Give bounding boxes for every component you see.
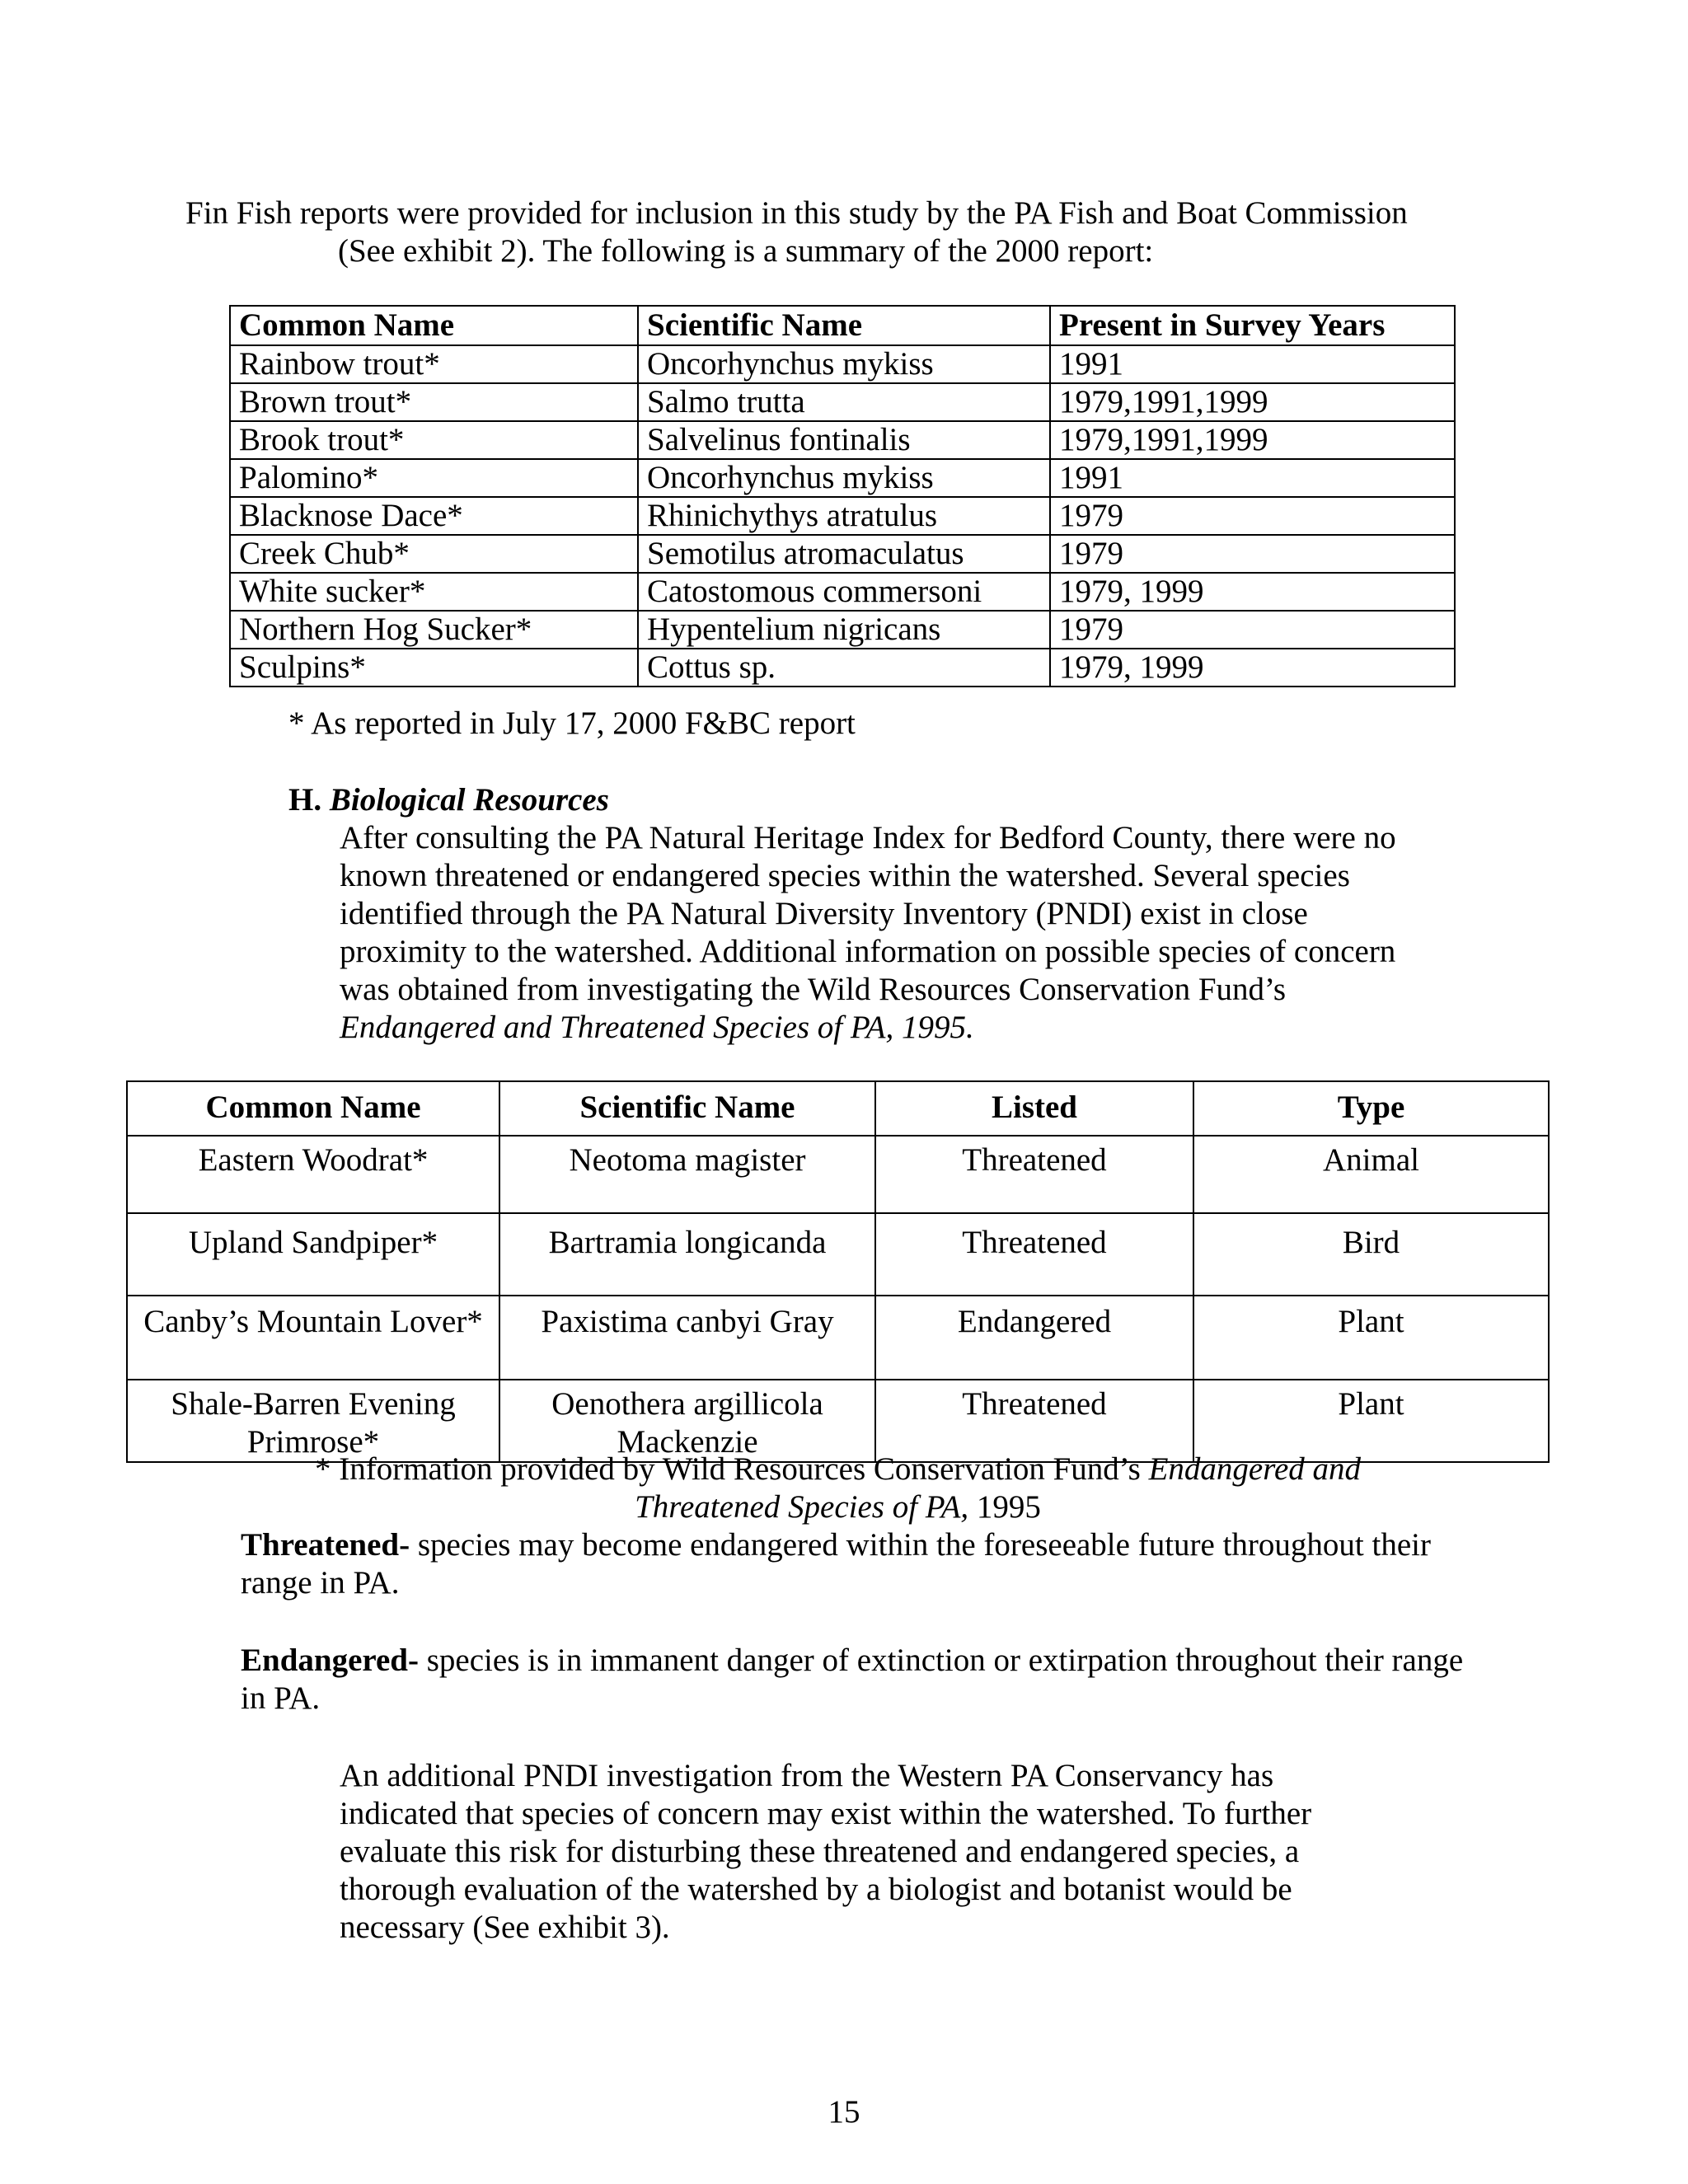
cell-survey-years: 1979 — [1050, 497, 1455, 535]
header-survey-years: Present in Survey Years — [1050, 306, 1455, 345]
cell-listed: Threatened — [875, 1136, 1193, 1213]
cell-type: Bird — [1193, 1213, 1549, 1296]
definition-text: species may become endangered within the foreseeable future throughout their range in PA. — [241, 1527, 1431, 1601]
cell-common-name: Creek Chub* — [230, 535, 638, 573]
cell-survey-years: 1991 — [1050, 459, 1455, 497]
cell-common-name: Palomino* — [230, 459, 638, 497]
cell-common-name: White sucker* — [230, 573, 638, 611]
cell-listed: Threatened — [875, 1380, 1193, 1462]
cell-survey-years: 1979 — [1050, 535, 1455, 573]
section-label: H. — [288, 782, 322, 818]
footnote-italic-2: Threatened Species of PA, — [635, 1489, 969, 1525]
table-row — [230, 611, 1455, 649]
cell-scientific-name: Oenothera argillicola Mackenzie — [499, 1380, 875, 1462]
paragraph-line: thorough evaluation of the watershed by a biologist and botanist would be — [340, 1872, 1292, 1907]
section-heading — [288, 781, 609, 819]
cell-common-name: Upland Sandpiper* — [127, 1213, 499, 1296]
cell-common-name: Canby’s Mountain Lover* — [127, 1296, 499, 1380]
cell-scientific-name: Neotoma magister — [499, 1136, 875, 1213]
footnote-suffix: 1995 — [968, 1489, 1041, 1525]
species-table-footnote — [126, 1451, 1550, 1526]
paragraph-line: necessary (See exhibit 3). — [340, 1910, 670, 1945]
paragraph-line: known threatened or endangered species within the watershed. Several species — [340, 858, 1350, 893]
header-scientific-name: Scientific Name — [499, 1081, 875, 1136]
paragraph-line: evaluate this risk for disturbing these threatened and endangered species, a — [340, 1834, 1300, 1869]
table-row — [230, 421, 1455, 459]
cell-common-name: Eastern Woodrat* — [127, 1136, 499, 1213]
cell-common-name: Brown trout* — [230, 383, 638, 421]
cell-scientific-name: Cottus sp. — [638, 649, 1050, 687]
fin-fish-table — [229, 305, 1456, 687]
cell-scientific-name: Hypentelium nigricans — [638, 611, 1050, 649]
table-row — [230, 383, 1455, 421]
footnote-prefix: * Information provided by Wild Resources Conservation Fund’s — [314, 1451, 1149, 1487]
header-common-name: Common Name — [230, 306, 638, 345]
intro-line-1: Fin Fish reports were provided for inclusion in this study by the PA Fish and Boat Commission — [185, 195, 1408, 231]
cell-scientific-name: Semotilus atromaculatus — [638, 535, 1050, 573]
cell-survey-years: 1979 — [1050, 611, 1455, 649]
cell-survey-years: 1979,1991,1999 — [1050, 383, 1455, 421]
cell-common-name: Sculpins* — [230, 649, 638, 687]
cell-type: Plant — [1193, 1296, 1549, 1380]
cell-common-name: Northern Hog Sucker* — [230, 611, 638, 649]
paragraph-line: identified through the PA Natural Diversity Inventory (PNDI) exist in close — [340, 896, 1308, 931]
cell-survey-years: 1991 — [1050, 345, 1455, 383]
paragraph-line: was obtained from investigating the Wild Resources Conservation Fund’s — [340, 972, 1287, 1007]
table-row — [230, 459, 1455, 497]
paragraph-line: indicated that species of concern may exist within the watershed. To further — [340, 1796, 1312, 1831]
section-title: Biological Resources — [329, 782, 609, 818]
cell-scientific-name: Bartramia longicanda — [499, 1213, 875, 1296]
cell-common-name: Blacknose Dace* — [230, 497, 638, 535]
paragraph-line: An additional PNDI investigation from the Western PA Conservancy has — [340, 1758, 1274, 1793]
cell-scientific-name: Salvelinus fontinalis — [638, 421, 1050, 459]
cell-listed: Threatened — [875, 1213, 1193, 1296]
table-row — [127, 1296, 1549, 1380]
cell-scientific-name: Catostomous commersoni — [638, 573, 1050, 611]
header-type: Type — [1193, 1081, 1549, 1136]
pndi-paragraph — [340, 1757, 1477, 1947]
cell-type: Plant — [1193, 1380, 1549, 1462]
cell-scientific-name: Rhinichythys atratulus — [638, 497, 1050, 535]
cell-type: Animal — [1193, 1136, 1549, 1213]
cell-scientific-name: Oncorhynchus mykiss — [638, 459, 1050, 497]
cell-survey-years: 1979, 1999 — [1050, 573, 1455, 611]
fin-table-footnote: * As reported in July 17, 2000 F&BC report — [288, 705, 856, 741]
header-scientific-name: Scientific Name — [638, 306, 1050, 345]
table-header-row — [127, 1081, 1549, 1136]
cell-scientific-name: Oncorhynchus mykiss — [638, 345, 1050, 383]
cell-common-name: Brook trout* — [230, 421, 638, 459]
cell-survey-years: 1979, 1999 — [1050, 649, 1455, 687]
intro-line-2: (See exhibit 2). The following is a summary of the 2000 report: — [338, 233, 1154, 269]
table-row — [127, 1380, 1549, 1462]
table-row — [127, 1213, 1549, 1296]
definition-term: Endangered- — [241, 1643, 419, 1678]
table-row — [230, 535, 1455, 573]
cell-scientific-name: Paxistima canbyi Gray — [499, 1296, 875, 1380]
cell-survey-years: 1979,1991,1999 — [1050, 421, 1455, 459]
paragraph-line-italic: Endangered and Threatened Species of PA, 1995. — [340, 1010, 974, 1045]
table-row — [230, 573, 1455, 611]
paragraph-line: After consulting the PA Natural Heritage Index for Bedford County, there were no — [340, 820, 1396, 855]
page-number: 15 — [828, 2094, 860, 2130]
table-row — [230, 649, 1455, 687]
species-table — [126, 1080, 1550, 1463]
biological-resources-paragraph — [340, 819, 1477, 1047]
header-listed: Listed — [875, 1081, 1193, 1136]
header-common-name: Common Name — [127, 1081, 499, 1136]
table-row — [230, 345, 1455, 383]
paragraph-line: proximity to the watershed. Additional information on possible species of concern — [340, 934, 1396, 969]
intro-paragraph — [185, 194, 1537, 270]
table-header-row — [230, 306, 1455, 345]
cell-listed: Endangered — [875, 1296, 1193, 1380]
table-row — [230, 497, 1455, 535]
definition-term: Threatened- — [241, 1527, 410, 1563]
definition-threatened — [241, 1526, 1477, 1602]
definition-endangered — [241, 1642, 1477, 1718]
definition-text: species is in immanent danger of extinction or extirpation throughout their range in PA. — [241, 1643, 1464, 1716]
cell-common-name: Rainbow trout* — [230, 345, 638, 383]
table-row — [127, 1136, 1549, 1213]
cell-scientific-name: Salmo trutta — [638, 383, 1050, 421]
cell-common-name: Shale-Barren Evening Primrose* — [127, 1380, 499, 1462]
footnote-italic-1: Endangered and — [1148, 1451, 1362, 1487]
